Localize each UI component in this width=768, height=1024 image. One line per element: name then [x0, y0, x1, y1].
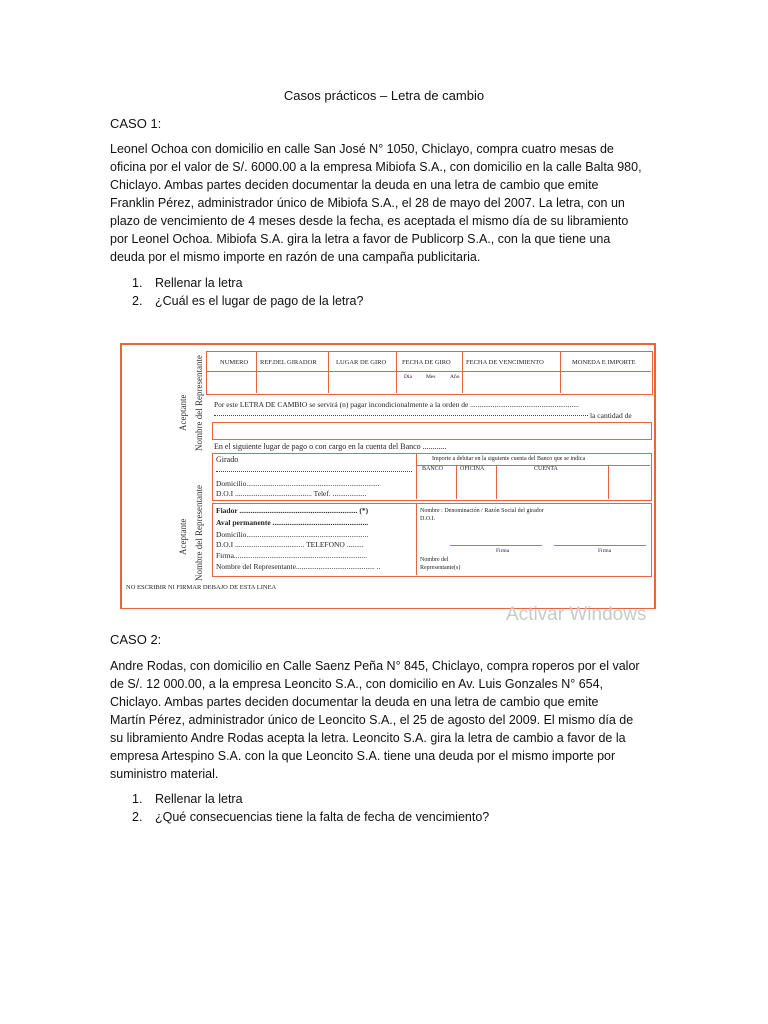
case-2-questions — [110, 790, 670, 826]
firma-label-2: Firma — [598, 548, 612, 554]
letra-de-cambio-form — [120, 343, 656, 619]
case-1-line: Franklin Pérez, administrador único de Mibiofa S.A., el 28 de mayo del 2007. La letra, con un — [110, 196, 625, 210]
header-ref-girador: REF.DEL GIRADOR — [260, 359, 317, 366]
amount-box — [212, 422, 652, 440]
case-1-line: plazo de vencimiento de 4 meses desde la fecha, es aceptada el mismo día de su libramiento — [110, 214, 629, 228]
case-1-paragraph — [110, 140, 660, 266]
list-item: 1. Rellenar la letra — [132, 792, 243, 806]
case-1-heading: CASO 1: — [110, 116, 162, 131]
importe-debitar-label: Importe a debitar en la siguiente cuenta del Banco que se indica — [432, 456, 586, 462]
header-numero: NUMERO — [220, 359, 249, 366]
nombre-rep-label: Nombre del — [420, 557, 449, 563]
girado-label: Girado — [216, 455, 239, 464]
no-escribir-notice: NO ESCRIBIR NI FIRMAR DEBAJO DE ESTA LINEA — [126, 584, 277, 591]
doi-telefono-field: D.O.I ..................................... TELEFONO ......... — [216, 540, 364, 549]
header-lugar-giro: LUGAR DE GIRO — [336, 359, 387, 366]
bank-col-cuenta: CUENTA — [534, 466, 558, 472]
list-item: 2. ¿Qué consecuencias tiene la falta de fecha de vencimiento? — [132, 810, 490, 824]
aval-field: Aval permanente ................................................... — [216, 518, 369, 527]
list-item: 2. ¿Cuál es el lugar de pago de la letra? — [132, 294, 364, 308]
header-moneda-importe: MONEDA E IMPORTE — [572, 359, 636, 366]
case-2-line: empresa Artespino S.A. con la que Leoncito S.A. tiene una deuda por el mismo importe por — [110, 749, 616, 763]
domicilio-aval-field: Domicilio................................................................. — [216, 530, 369, 539]
date-dia: Dia — [404, 374, 412, 380]
case-2-line: Andre Rodas, con domicilio en Calle Saenz Peña N° 845, Chiclayo, compra roperos por el valor — [110, 659, 640, 673]
list-item: 1. Rellenar la letra — [132, 276, 243, 290]
case-2-line: de S/. 12 000.00, a la empresa Leoncito S.A., con domicilio en Av. Luis Gonzales N° 654, — [110, 677, 604, 691]
case-1-line: Leonel Ochoa con domicilio en calle San José N° 1050, Chiclayo, compra cuatro mesas de — [110, 142, 614, 156]
page-title: Casos prácticos – Letra de cambio — [283, 88, 485, 103]
date-mes: Mes — [426, 374, 436, 380]
firma-field: Firma....................................................................... — [216, 551, 368, 560]
bank-col-banco: BANCO — [422, 466, 444, 472]
firma-label-1: Firma — [496, 548, 510, 554]
date-ano: Año — [450, 374, 460, 380]
form-border — [120, 343, 656, 345]
activation-watermark: Activar Windows — [506, 604, 647, 625]
case-1-line: Chiclayo. Ambas partes deciden documentar la deuda en una letra de cambio que emite — [110, 178, 599, 192]
representante-label: Nombre del Representante — [194, 485, 204, 581]
nombre-denominacion-label: Nombre : Denominación / Razón Social del girador — [420, 508, 544, 514]
case-1-line: deuda por el mismo importe en razón de una campaña publicitaria. — [110, 250, 481, 264]
order-text: Por este LETRA DE CAMBIO se servirá (n) pagar incondicionalmente a la orden de .......................................................... — [214, 400, 579, 409]
bank-col-oficina: OFICINA — [460, 466, 485, 472]
aceptante-label: Aceptante — [178, 518, 188, 555]
representantes-label: Representante(s) — [420, 565, 461, 571]
doi-label: D.O.I. — [420, 516, 436, 522]
nombre-representante-field: Nombre del Representante.......................................... .. — [216, 562, 381, 571]
case-2-paragraph — [110, 657, 660, 783]
doi-telef-field: D.O.I ......................................... Telef. .................. — [216, 489, 367, 498]
case-2-line: Chiclayo. Ambas partes deciden documentar la deuda en una letra de cambio que emite — [110, 695, 599, 709]
case-1-line: por Leonel Ochoa. Mibiofa S.A. gira la letra a favor de Publicorp S.A., con la que tiene una — [110, 232, 611, 246]
fiador-field: Fiador ............................................................... (*) — [216, 506, 369, 515]
domicilio-field: Domicilio....................................................................... — [216, 479, 380, 488]
header-fecha-vencimiento: FECHA DE VENCIMIENTO — [466, 359, 544, 366]
representante-label: Nombre del Representante — [194, 355, 204, 451]
header-fecha-giro: FECHA DE GIRO — [402, 359, 451, 366]
case-2-heading: CASO 2: — [110, 632, 162, 647]
case-2-line: Martín Pérez, administrador único de Leoncito S.A., el 25 de agosto del 2009. El mismo día de — [110, 713, 634, 727]
form-border — [654, 343, 656, 609]
case-1-questions — [110, 274, 670, 310]
aceptante-label: Aceptante — [178, 394, 188, 431]
cantidad-label: la cantidad de — [590, 411, 632, 420]
form-border — [120, 343, 122, 609]
case-2-line: suministro material. — [110, 767, 219, 781]
lugar-pago-text: En el siguiente lugar de pago o con cargo en la cuenta del Banco ............ — [214, 442, 447, 451]
case-2-line: su libramiento Andre Rodas acepta la letra. Leoncito S.A. gira la letra de cambio a favor de la — [110, 731, 626, 745]
case-1-line: oficina por el valor de S/. 6000.00 a la empresa Mibiofa S.A., con domicilio en la calle Balta 980, — [110, 160, 642, 174]
